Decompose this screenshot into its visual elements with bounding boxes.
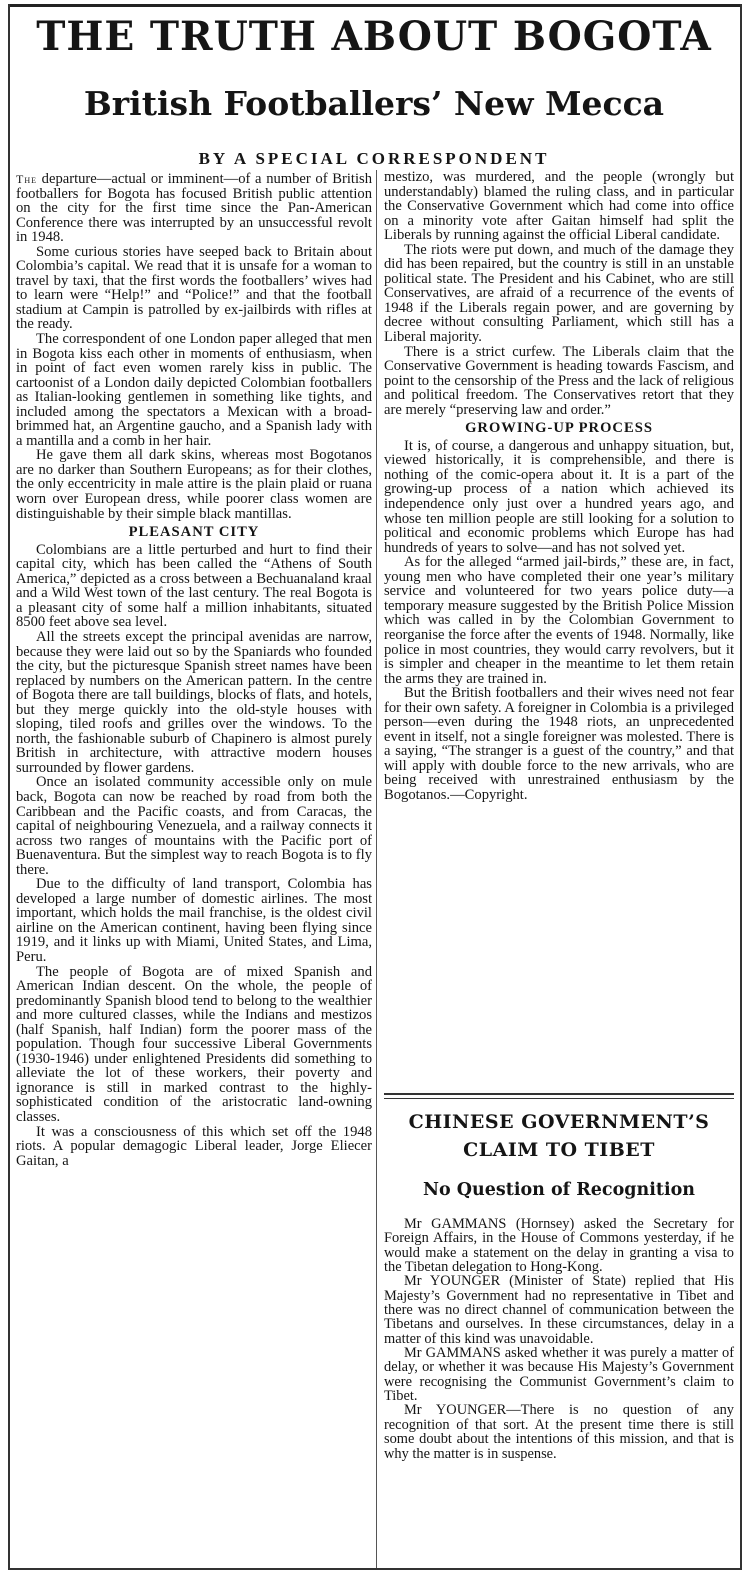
sidebar-paragraph: Mr YOUNGER—There is no question of any recognition of that sort. At the present time there is still some doubt about the intentions of this mission, and that is why the matter is in suspense. bbox=[384, 1402, 734, 1462]
sidebar-article bbox=[384, 1093, 738, 1565]
sidebar-paragraph: Mr GAMMANS asked whether it was purely a matter of delay, or whether it was because His Majesty’s Government were recognising the Communist Government’s claim to Tibet. bbox=[384, 1345, 734, 1405]
right-border bbox=[740, 4, 742, 1568]
sidebar-body bbox=[384, 1217, 734, 1461]
sidebar-title-line: CLAIM TO TIBET bbox=[463, 1139, 655, 1161]
top-border bbox=[8, 4, 742, 7]
sidebar-paragraph: Mr GAMMANS (Hornsey) asked the Secretary for Foreign Affairs, in the House of Commons yesterday, if he would make a statement on the delay in granting a visa to the Tibetan delegation to Hong-Kong. bbox=[384, 1216, 734, 1276]
article-right-column bbox=[384, 170, 734, 803]
section-heading: PLEASANT CITY bbox=[128, 524, 260, 541]
sidebar-subtitle: No Question of Recognition bbox=[423, 1180, 695, 1200]
left-border bbox=[8, 4, 10, 1568]
article-paragraph: But the British footballers and their wives need not fear for their own safety. A foreigner in Colombia is a privileged person—even during the 1948 riots, an unprecedented event in itself, not a single foreigner was molested. There is a saying, “The stranger is a guest of the country,” and that will apply with double force to the new arrivals, who are being received with unrestrained enthusiasm by the Bogotanos.—Copyright. bbox=[384, 685, 734, 803]
subheadline: British Footballers’ New Mecca bbox=[83, 84, 665, 123]
headline: THE TRUTH ABOUT BOGOTA bbox=[36, 13, 712, 60]
article-left-column bbox=[16, 172, 372, 1168]
article-paragraph: mestizo, was murdered, and the people (wrongly but understandably) blamed the ruling class, and in particular the Conservative Government which had come into office on a minority vote after Gaitan himself had split the Liberals by running against the official Liberal candidate. bbox=[384, 169, 734, 244]
sidebar-title bbox=[384, 1108, 734, 1164]
column-rule bbox=[376, 170, 377, 1568]
article-paragraph: All the streets except the principal avenidas are narrow, because they were laid out so by the Spaniards who founded the city, but the picturesque Spanish street names have been replaced by numbers on the American pattern. In the centre of Bogota there are tall buildings, blocks of flats, and hotels, but they merge quickly into the old-style houses with sloping, tiled roofs and grilles over the windows. To the north, the fashionable suburb of Chapinero is almost purely British in architecture, with attractive modern houses surrounded by flower gardens. bbox=[16, 628, 372, 776]
article-paragraph: It was a consciousness of this which set off the 1948 riots. A popular demagogic Liberal leader, Jorge Eliecer Gaitan, a bbox=[16, 1123, 372, 1169]
sidebar-paragraph: Mr YOUNGER (Minister of State) replied that His Majesty’s Government had no representative in Tibet and there was no direct channel of communication between the Tibetans and ourselves. In these circumstances, delay in a matter of this kind was unavoidable. bbox=[384, 1273, 734, 1347]
article-paragraph: Colombians are a little perturbed and hurt to find their capital city, which has been called the “Athens of South America,” depicted as a cross between a Bechuanaland kraal and a Wild West town of the last century. The real Bogota is a pleasant city of some half a million inhabitants, situated 8500 feet above sea level. bbox=[16, 541, 372, 631]
article-paragraph: The correspondent of one London paper alleged that men in Bogota kiss each other in moments of enthusiasm, when in point of fact even women rarely kiss in public. The cartoonist of a London daily depicted Colombian footballers as Italian-looking gentlemen in something like tights, and included among the spectators a Mexican with a broad-brimmed hat, an Argentine gaucho, and a Spanish lady with a mantilla and a comb in her hair. bbox=[16, 331, 372, 449]
article-paragraph: As for the alleged “armed jail-birds,” these are, in fact, young men who have completed their one year’s military service and volunteered for two years police duty—a temporary measure suggested by the British Police Mission which was called in by the Colombian Government to reorganise the force after the events of 1948. Normally, like police in most countries, they would carry revolvers, but it is simpler and cheaper in the meantime to let them retain the arms they are trained in. bbox=[384, 554, 734, 687]
article-paragraph: There is a strict curfew. The Liberals claim that the Conservative Government is heading towards Fascism, and point to the censorship of the Press and the lack of religious and political freedom. The Conservatives retort that they are merely “preserving law and order.” bbox=[384, 343, 734, 418]
article-paragraph: Some curious stories have seeped back to Britain about Colombia’s capital. We read that it is unsafe for a woman to travel by taxi, that the first words the footballers’ wives had to learn were “Help!” and “Police!” and that the football stadium at Campin is patrolled by ex-jailbirds with rifles at the ready. bbox=[16, 243, 372, 333]
bottom-border bbox=[8, 1568, 742, 1570]
sidebar-title-line: CHINESE GOVERNMENT’S bbox=[408, 1111, 710, 1133]
article-paragraph: He gave them all dark skins, whereas most Bogotanos are no darker than Southern Europeans; as for their clothes, the only eccentricity in male attire is the plain plaid or ruana worn over European dress, while poorer class women are distinguishable by their simple black mantillas. bbox=[16, 447, 372, 522]
sidebar-rule bbox=[384, 1098, 734, 1099]
article-paragraph: Due to the difficulty of land transport, Colombia has developed a large number of domestic airlines. The most important, which holds the mail franchise, is the oldest civil airline on the American continent, having been flying since 1919, and it links up with Miami, United States, and Lima, Peru. bbox=[16, 876, 372, 965]
article-paragraph: The riots were put down, and much of the damage they did has been repaired, but the country is still in an unstable political state. The President and his Cabinet, who are still Conservatives, are afraid of a recurrence of the events of 1948 if the Liberals regain power, and are governing by decree without consulting Parliament, which still has a Liberal majority. bbox=[384, 241, 734, 346]
sidebar-rule bbox=[384, 1093, 734, 1095]
byline: BY A SPECIAL CORRESPONDENT bbox=[198, 149, 550, 168]
article-paragraph: The people of Bogota are of mixed Spanish and American Indian descent. On the whole, the people of predominantly Spanish blood tend to belong to the wealthier and more cultured classes, while the Indians and mestizos (half Spanish, half Indian) form the poorer mass of the population. Though four successive Liberal Governments (1930-1946) under enlightened Presidents did something to alleviate the lot of these workers, their poverty and ignorance is still in marked contrast to the highly-sophisticated condition of the aristocratic land-owning classes. bbox=[16, 963, 372, 1125]
lead-word: The bbox=[16, 172, 37, 186]
article-paragraph: It is, of course, a dangerous and unhappy situation, but, viewed historically, it is comprehensible, and there is nothing of the comic-opera about it. It is a part of the growing-up process of a nation which achieved its independence only just over a hundred years ago, and whose ten million people are still looking for a solution to political and economic problems which Europe has had hundreds of years to solve—and has not solved yet. bbox=[384, 437, 734, 556]
article-paragraph: The departure—actual or imminent—of a number of British footballers for Bogota has focused British public attention on the city for the first time since the Pan-American Conference there was interrupted by an unsuccessful revolt in 1948. bbox=[16, 171, 372, 246]
section-heading: GROWING-UP PROCESS bbox=[465, 420, 653, 437]
article-paragraph: Once an isolated community accessible only on mule back, Bogota can now be reached by road from both the Caribbean and the Pacific coasts, and from Caracas, the capital of neighbouring Venezuela, and a railway connects it across two ranges of mountains with the Pacific port of Buenaventura. But the simplest way to reach Bogota is to fly there. bbox=[16, 774, 372, 878]
